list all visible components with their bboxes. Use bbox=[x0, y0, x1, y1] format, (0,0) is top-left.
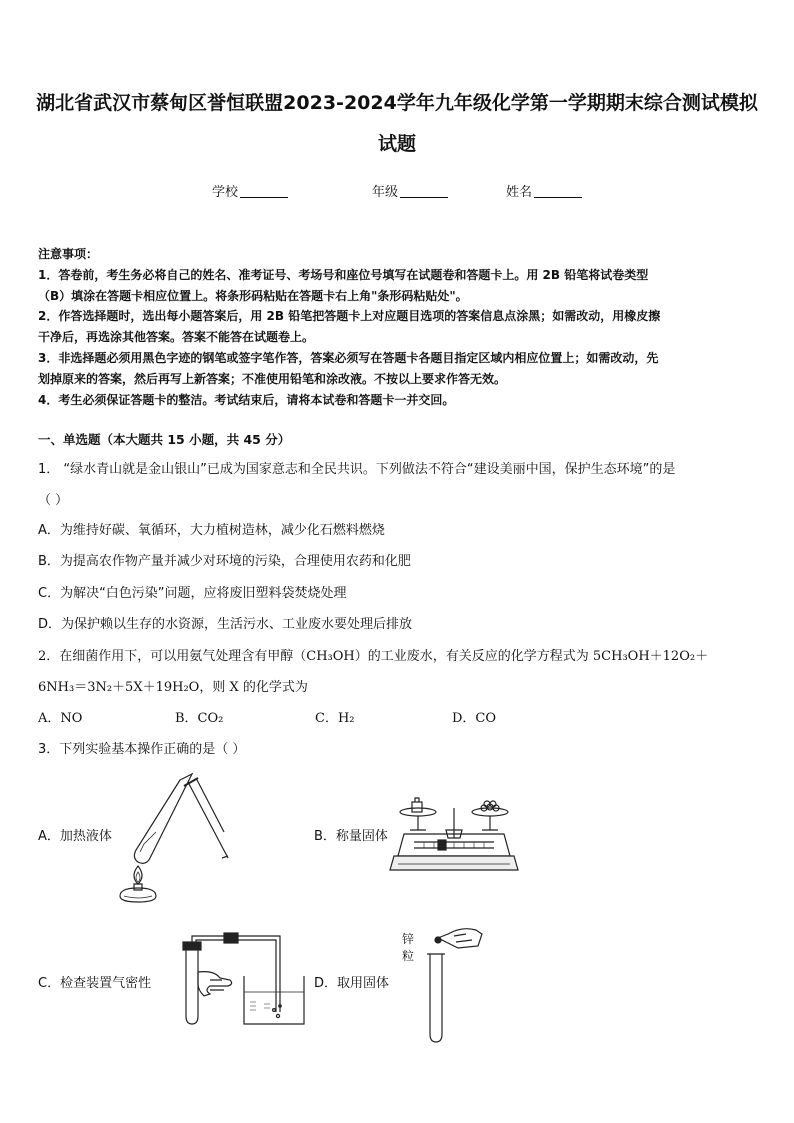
school-label: 学校 bbox=[212, 185, 239, 200]
heating-liquid-illustration bbox=[110, 772, 230, 902]
q3-option-c[interactable]: C．检查装置气密性 bbox=[38, 976, 152, 991]
note-line: 干净后，再选涂其他答案。答案不能答在试题卷上。 bbox=[38, 330, 315, 345]
note-line: 2．作答选择题时，选出每小题答案后，用 2B 铅笔把答题卡上对应题目选项的答案信息点涂黑；如需改动，用橡皮擦 bbox=[38, 309, 661, 324]
grade-blank[interactable] bbox=[400, 184, 448, 198]
balance-scale-illustration bbox=[394, 790, 520, 882]
grade-label: 年级 bbox=[372, 185, 399, 200]
q1-option-a[interactable]: A．为维持好碳、氧循环，大力植树造林，减少化石燃料燃烧 bbox=[38, 523, 385, 538]
q2-option-a[interactable]: A．NO bbox=[38, 711, 83, 726]
q2-option-c[interactable]: C．H₂ bbox=[315, 711, 355, 726]
q2-stem: 2．在细菌作用下，可以用氨气处理含有甲醇（CH₃OH）的工业废水，有关反应的化学方程式为 5CH₃OH＋12O₂＋ bbox=[38, 649, 709, 664]
q1-option-c[interactable]: C．为解决“白色污染”问题，应将废旧塑料袋焚烧处理 bbox=[38, 586, 347, 601]
page-title-continued: 试题 bbox=[377, 133, 416, 155]
zinc-label-2: 粒 bbox=[402, 949, 415, 963]
page-title: 湖北省武汉市蔡甸区誉恒联盟2023-2024学年九年级化学第一学期期末综合测试模拟 bbox=[36, 92, 758, 114]
name-field[interactable] bbox=[506, 181, 582, 200]
airtightness-check-illustration bbox=[170, 932, 320, 1028]
q3-option-b[interactable]: B．称量固体 bbox=[314, 829, 388, 844]
note-line: （B）填涂在答题卡相应位置上。将条形码粘贴在答题卡右上角"条形码粘贴处"。 bbox=[38, 288, 468, 303]
zinc-test-tube-illustration bbox=[418, 922, 498, 1046]
name-label: 姓名 bbox=[506, 185, 533, 200]
q1-answer-paren: （ ） bbox=[38, 493, 69, 508]
q1-stem: 1． “绿水青山就是金山银山”已成为国家意志和全民共识。下列做法不符合“建设美丽中国，保护生态环境”的是 bbox=[38, 462, 676, 477]
note-line: 1．答卷前，考生务必将自己的姓名、准考证号、考场号和座位号填写在试题卷和答题卡上。用 2B 铅笔将试卷类型 bbox=[38, 267, 649, 282]
q3-option-d[interactable]: D．取用固体 bbox=[314, 976, 390, 991]
q3-stem: 3．下列实验基本操作正确的是（ ） bbox=[38, 742, 246, 757]
zinc-label: 锌 bbox=[402, 932, 415, 946]
note-line: 划掉原来的答案，然后再写上新答案；不准使用铅笔和涂改液。不按以上要求作答无效。 bbox=[38, 371, 507, 386]
section-heading: 一、单选题（本大题共 15 小题，共 45 分） bbox=[38, 432, 291, 447]
q2-option-b[interactable]: B．CO₂ bbox=[175, 711, 224, 726]
q2-stem-continued: 6NH₃＝3N₂＋5X＋19H₂O，则 X 的化学式为 bbox=[38, 680, 308, 695]
note-line: 4．考生必须保证答题卡的整洁。考试结束后，请将本试卷和答题卡一并交回。 bbox=[38, 392, 455, 407]
notes-heading: 注意事项： bbox=[38, 247, 99, 261]
q2-option-d[interactable]: D．CO bbox=[452, 711, 497, 726]
q1-option-b[interactable]: B．为提高农作物产量并减少对环境的污染，合理使用农药和化肥 bbox=[38, 554, 411, 569]
name-blank[interactable] bbox=[534, 184, 582, 198]
notes-block bbox=[38, 244, 758, 410]
school-field[interactable] bbox=[212, 181, 288, 200]
grade-field[interactable] bbox=[372, 181, 448, 200]
q3-option-a[interactable]: A．加热液体 bbox=[38, 829, 112, 844]
school-blank[interactable] bbox=[240, 184, 288, 198]
q1-option-d[interactable]: D．为保护赖以生存的水资源，生活污水、工业废水要处理后排放 bbox=[38, 617, 413, 632]
note-line: 3．非选择题必须用黑色字迹的钢笔或签字笔作答，答案必须写在答题卡各题目指定区域内相应位置上；如需改动，先 bbox=[38, 350, 659, 365]
